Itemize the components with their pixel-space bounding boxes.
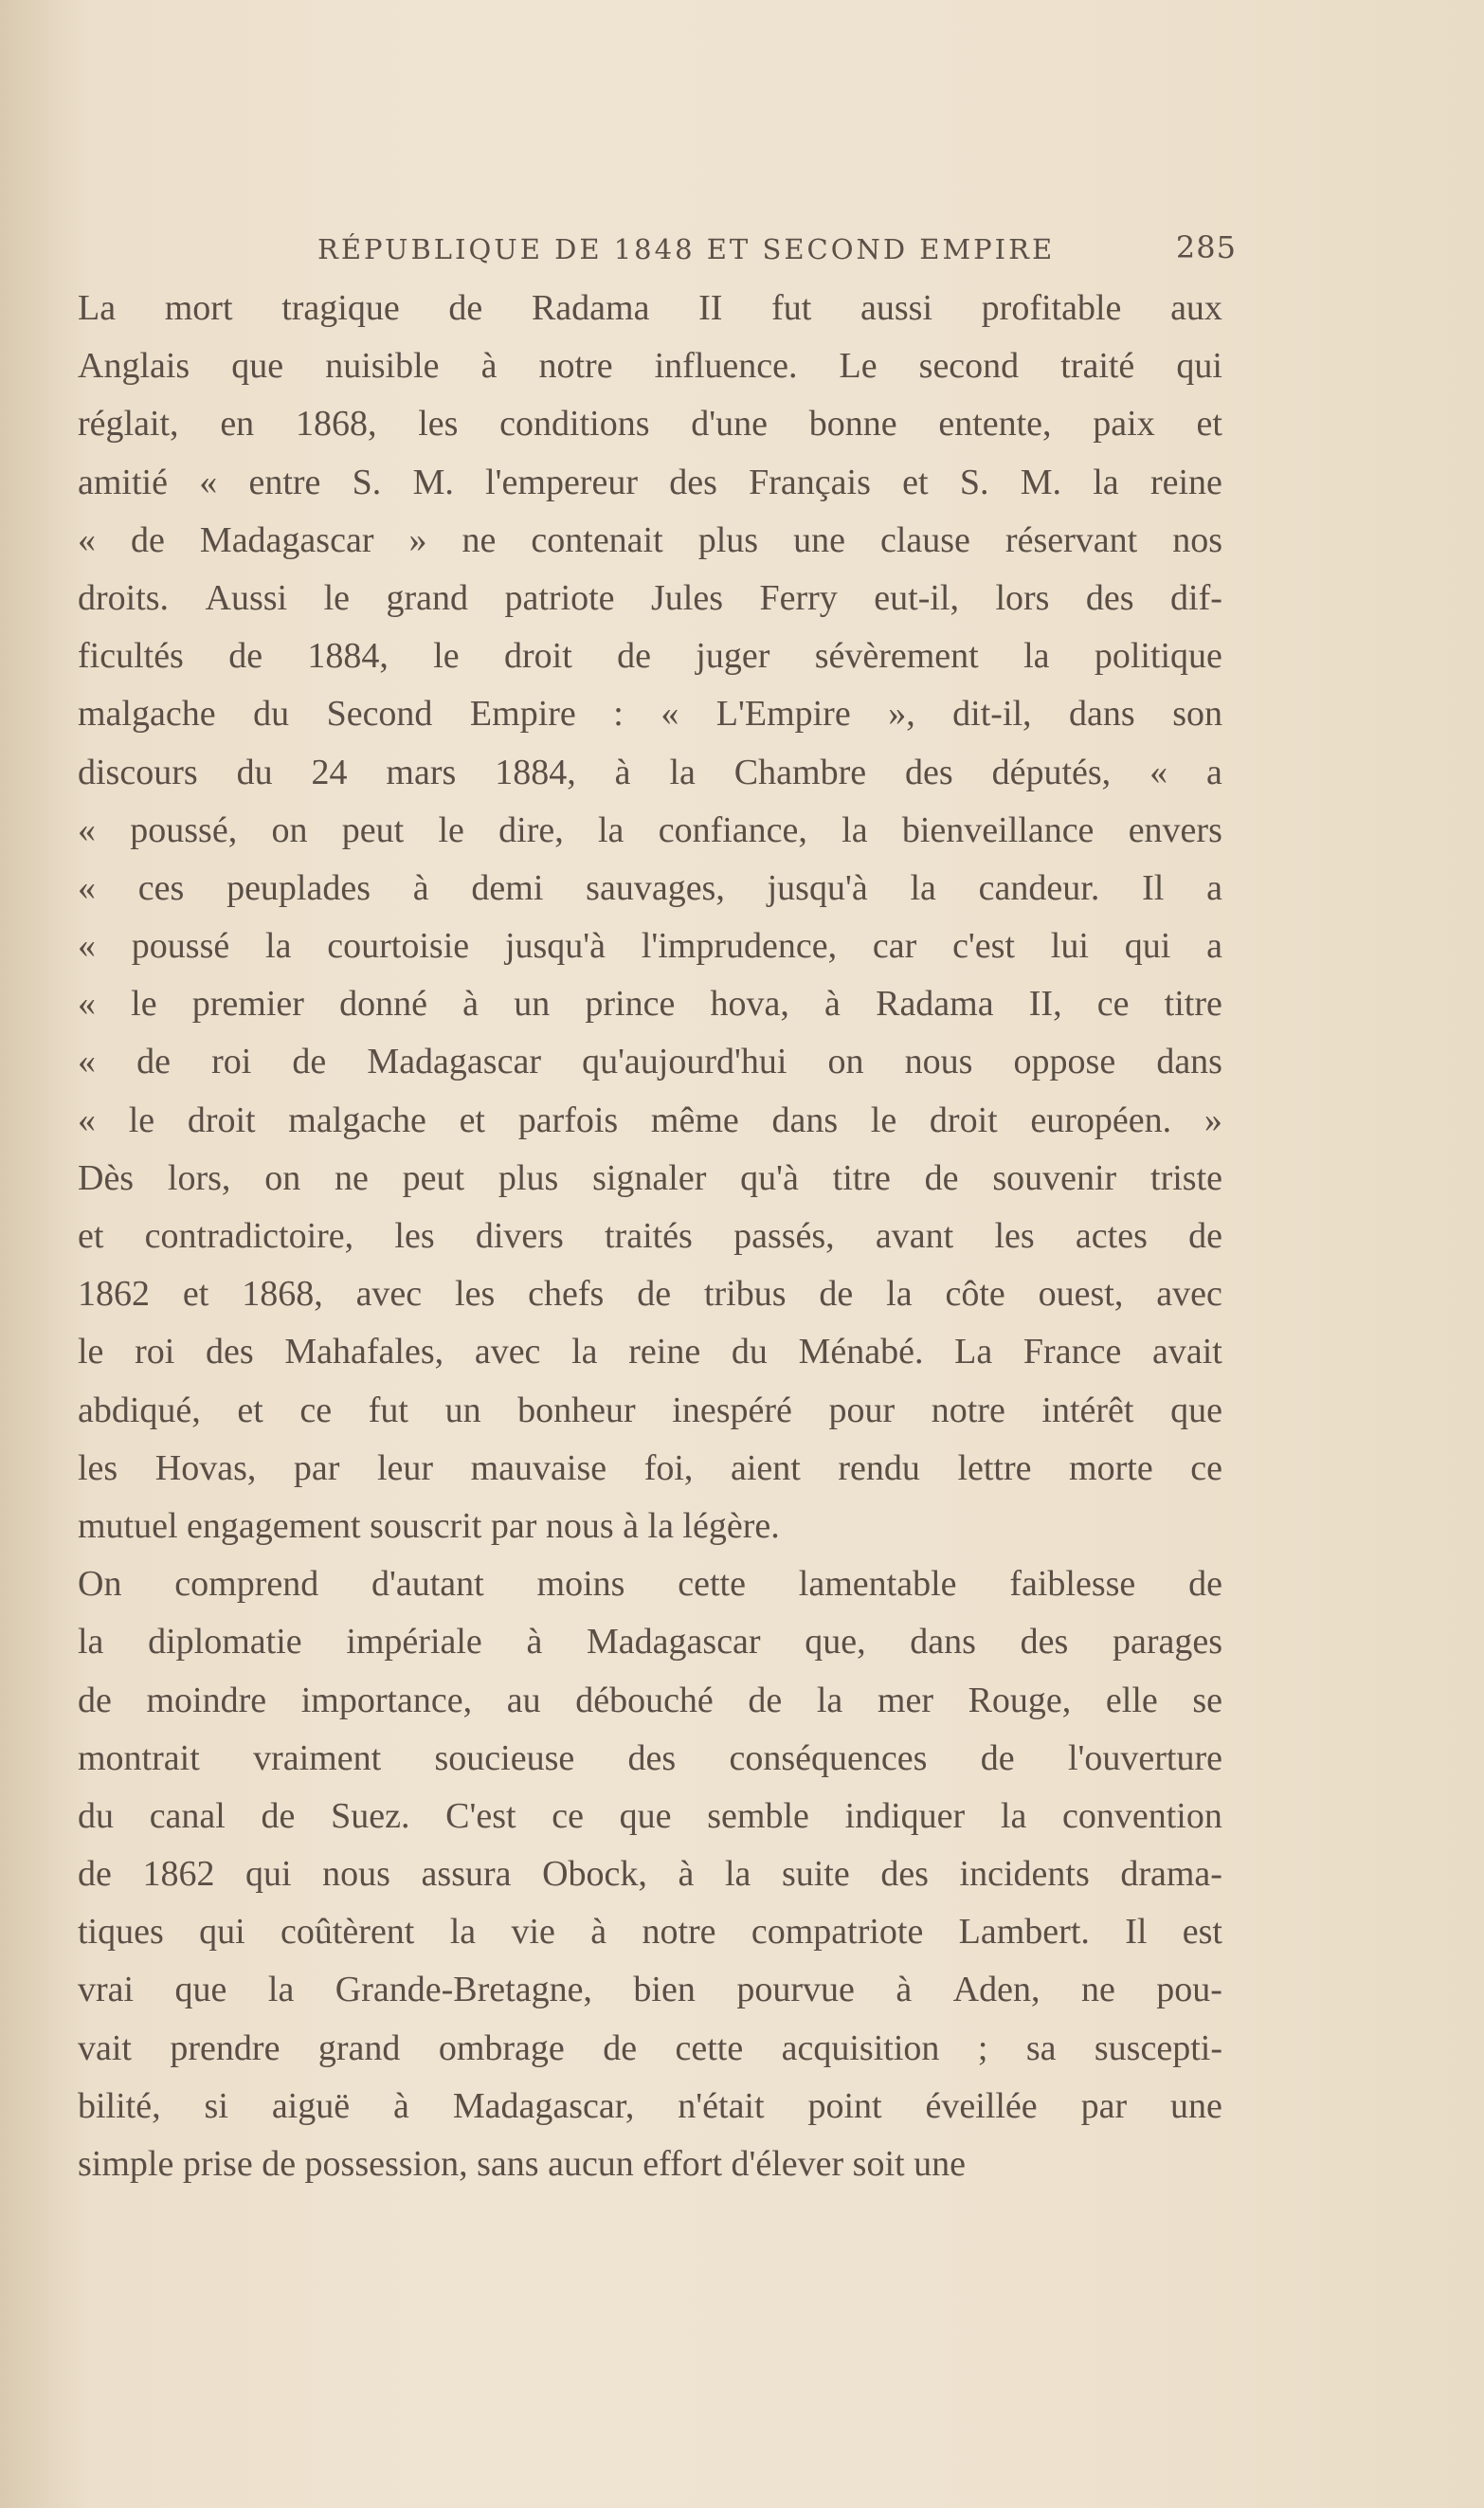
text-line: 1862 et 1868, avec les chefs de tribus de la côte ouest, avec bbox=[78, 1274, 1222, 1315]
text-line: réglait, en 1868, les conditions d'une bonne entente, paix et bbox=[78, 404, 1222, 445]
text-line: mutuel engagement souscrit par nous à la légère. bbox=[78, 1505, 780, 1546]
text-line: « ces peuplades à demi sauvages, jusqu'à la candeur. Il a bbox=[78, 867, 1222, 908]
text-line: vait prendre grand ombrage de cette acquisition ; sa suscepti- bbox=[78, 2027, 1222, 2068]
text-line: simple prise de possession, sans aucun effort d'élever soit une bbox=[78, 2144, 966, 2184]
text-line: bilité, si aiguë à Madagascar, n'était point éveillée par une bbox=[78, 2085, 1222, 2126]
text-line: montrait vraiment soucieuse des conséquences de l'ouverture bbox=[78, 1737, 1222, 1778]
text-line: « le premier donné à un prince hova, à Radama II, ce titre bbox=[78, 984, 1222, 1025]
text-line: amitié « entre S. M. l'empereur des Français et S. M. la reine bbox=[78, 462, 1222, 502]
text-line: « le droit malgache et parfois même dans le droit européen. » bbox=[78, 1100, 1222, 1140]
text-line: et contradictoire, les divers traités passés, avant les actes de bbox=[78, 1216, 1222, 1256]
text-line: le roi des Mahafales, avec la reine du Ménabé. La France avait bbox=[78, 1332, 1222, 1372]
text-line: Dès lors, on ne peut plus signaler qu'à titre de souvenir triste bbox=[78, 1157, 1222, 1198]
text-line: du canal de Suez. C'est ce que semble indiquer la convention bbox=[78, 1795, 1222, 1836]
text-line: Anglais que nuisible à notre influence. Le second traité qui bbox=[78, 346, 1222, 387]
text-line: On comprend d'autant moins cette lamentable faiblesse de bbox=[78, 1564, 1222, 1605]
text-line: « de roi de Madagascar qu'aujourd'hui on nous oppose dans bbox=[78, 1042, 1222, 1082]
text-line: « poussé la courtoisie jusqu'à l'imprudence, car c'est lui qui a bbox=[78, 926, 1222, 967]
text-line: La mort tragique de Radama II fut aussi profitable aux bbox=[78, 288, 1222, 328]
running-title: RÉPUBLIQUE DE 1848 ET SECOND EMPIRE bbox=[317, 233, 1056, 265]
page-header bbox=[317, 227, 1237, 273]
text-line: malgache du Second Empire : « L'Empire », dit-il, dans son bbox=[78, 694, 1222, 735]
text-line: tiques qui coûtèrent la vie à notre compatriote Lambert. Il est bbox=[78, 1912, 1222, 1953]
text-line: de moindre importance, au débouché de la mer Rouge, elle se bbox=[78, 1680, 1222, 1720]
text-line: « poussé, on peut le dire, la confiance, la bienveillance envers bbox=[78, 809, 1222, 850]
text-line: vrai que la Grande-Bretagne, bien pourvue à Aden, ne pou- bbox=[78, 1970, 1222, 2010]
text-line: abdiqué, et ce fut un bonheur inespéré pour notre intérêt que bbox=[78, 1390, 1222, 1430]
text-line: ficultés de 1884, le droit de juger sévèrement la politique bbox=[78, 636, 1222, 677]
page-number: 285 bbox=[1175, 229, 1237, 265]
text-line: de 1862 qui nous assura Obock, à la suite des incidents drama- bbox=[78, 1854, 1222, 1895]
text-line: les Hovas, par leur mauvaise foi, aient rendu lettre morte ce bbox=[78, 1447, 1222, 1488]
text-line: la diplomatie impériale à Madagascar que, dans des parages bbox=[78, 1622, 1222, 1663]
text-line: « de Madagascar » ne contenait plus une clause réservant nos bbox=[78, 519, 1222, 560]
body-text bbox=[78, 280, 1222, 2193]
text-line: discours du 24 mars 1884, à la Chambre des députés, « a bbox=[78, 752, 1222, 792]
text-line: droits. Aussi le grand patriote Jules Ferry eut-il, lors des dif- bbox=[78, 577, 1222, 618]
